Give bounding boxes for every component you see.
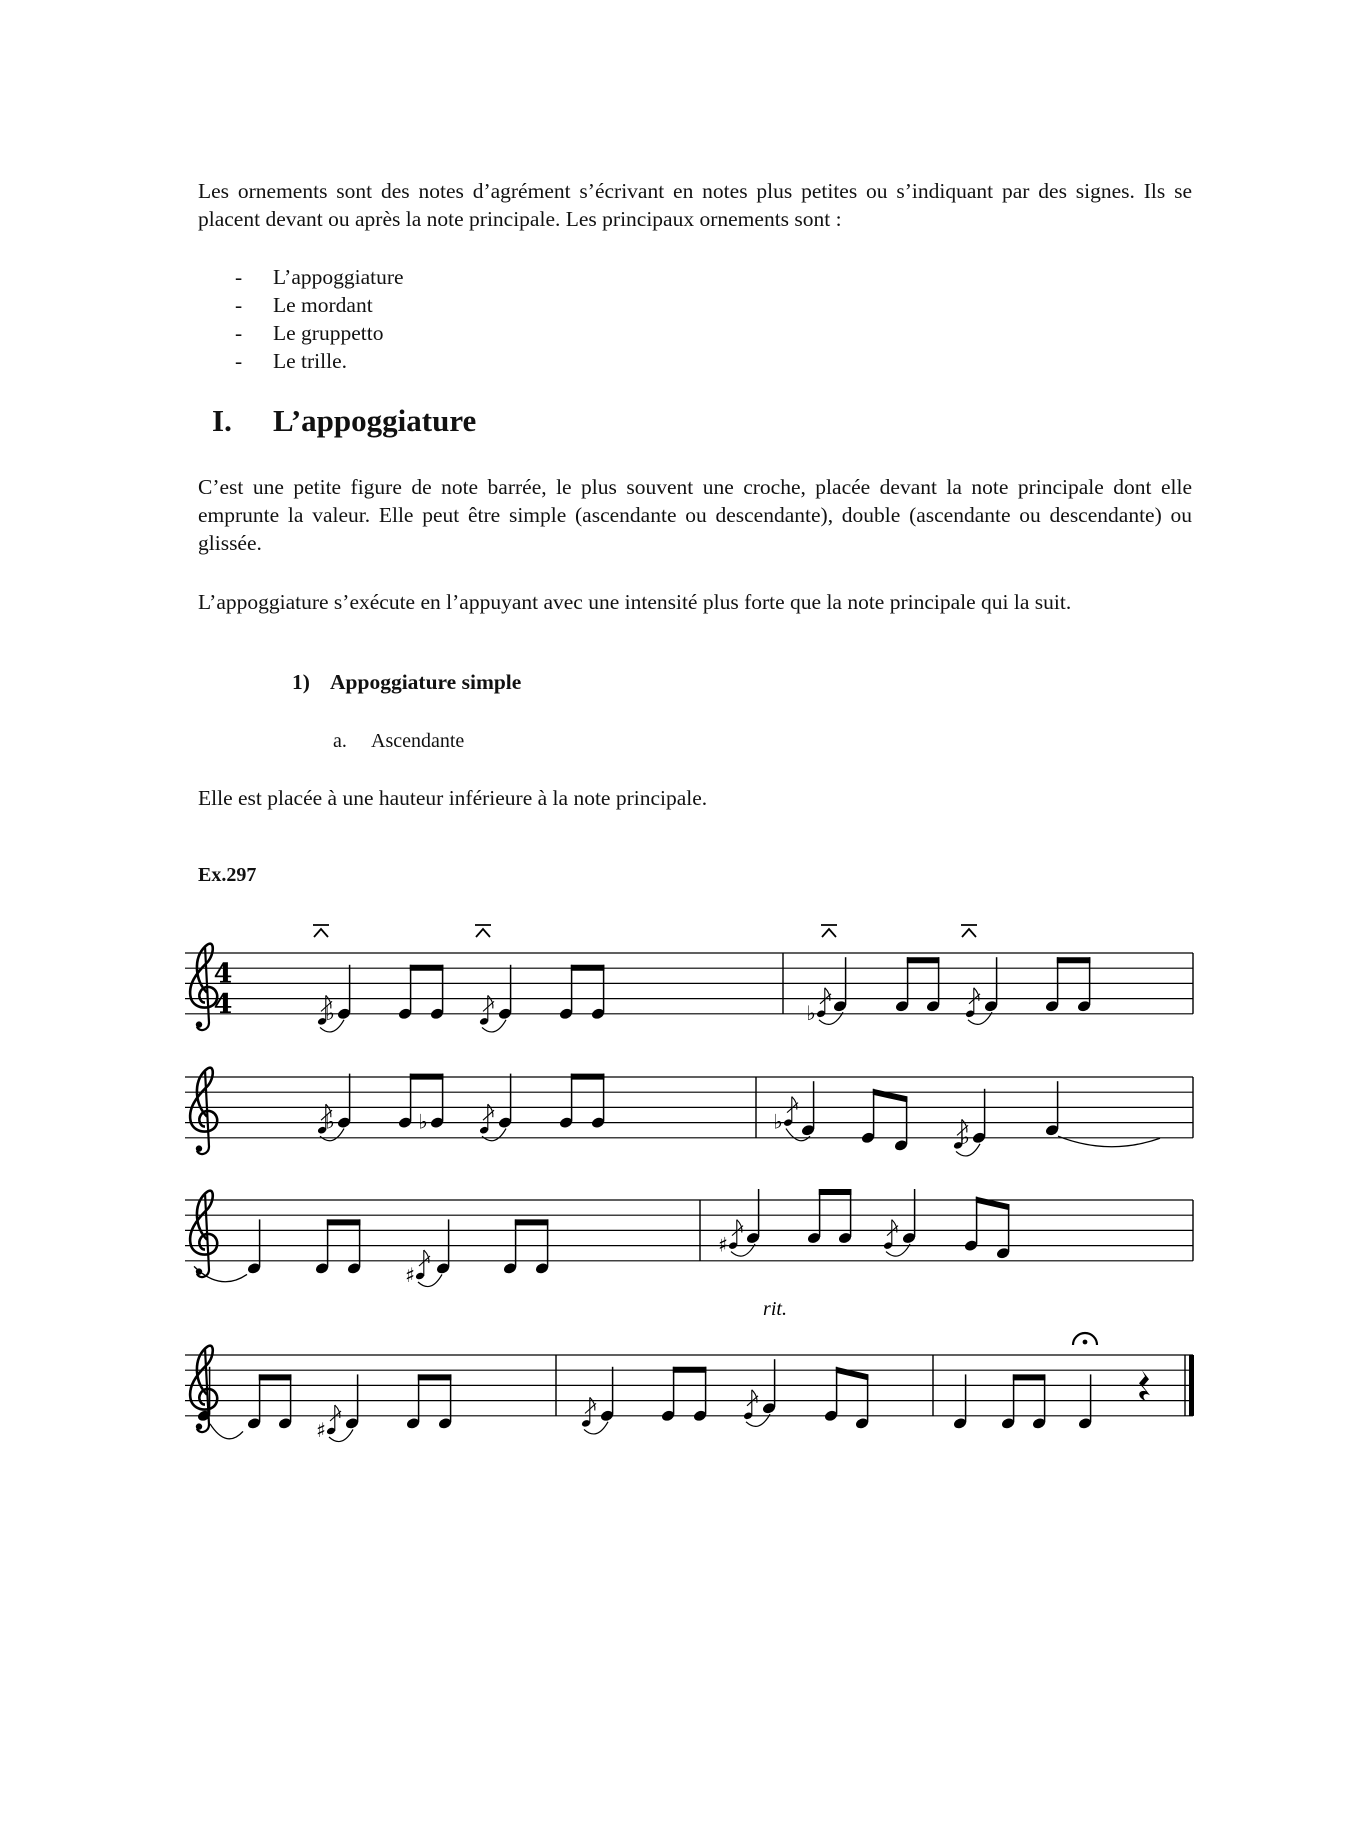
subsubsection-heading [333,730,465,753]
list-item-text: L’appoggiature [273,265,404,289]
flat-icon: ♭ [325,1109,335,1134]
beam [410,1074,444,1080]
beam [1013,1374,1046,1380]
beam [1057,957,1091,963]
tempo-marking: rit. [763,1298,787,1320]
marcato-icon [313,925,329,937]
list-item-text: Le trille. [273,349,348,373]
tie [194,1266,247,1281]
subsection-title: Appoggiature simple [330,670,522,694]
beam [836,1367,869,1381]
sharp-icon: ♯ [316,1418,326,1442]
beam [907,957,940,963]
sharp-icon: ♯ [718,1232,728,1257]
subsubsection-number: a. [333,730,347,752]
list-dash: - [235,349,243,373]
list-dash: - [235,321,243,345]
flat-icon: ♭ [418,1109,428,1134]
flat-icon: ♭ [325,1000,335,1025]
placement-paragraph: Elle est placée à une hauteur inférieure à la note principale. [198,786,708,810]
flat-icon: ♭ [960,1124,970,1149]
subsubsection-title: Ascendante [371,730,465,752]
flat-icon: ♭ [806,1000,816,1025]
subsection-heading [292,670,522,695]
staff [185,944,1193,1030]
definition-paragraph: C’est une petite figure de note barrée, le plus souvent une croche, placée devant la note principale dont elle emprunte la valeur. Elle peut être simple (ascendante ou descendante), double (ascendante ou descendante) ou glissée. [198,475,1192,555]
beam [976,1197,1010,1211]
beam [327,1219,361,1225]
beam [873,1089,908,1103]
beam [515,1219,549,1225]
beam [418,1374,452,1380]
beam [571,1074,605,1080]
treble-clef-icon [190,1068,217,1154]
sharp-icon: ♯ [405,1263,415,1287]
marcato-icon [821,925,837,937]
list-item-text: Le gruppetto [273,321,384,345]
list-dash: - [235,265,243,289]
beam [819,1189,852,1195]
marcato-icon [961,925,977,937]
staff [185,1191,1193,1277]
final-barline-thick [1189,1355,1194,1416]
intro-paragraph: Les ornements sont des notes d’agrément s’écrivant en notes plus petites ou s’indiquant par des signes. Ils se placent devant ou après la note principale. Les principaux ornements sont : [198,179,1192,231]
flat-icon: ♭ [773,1109,783,1134]
beam [259,1374,292,1380]
tie [210,1424,243,1439]
beam [571,965,605,971]
treble-clef-icon [190,1191,217,1277]
list-item-text: Le mordant [273,293,373,317]
example-label: Ex.297 [198,864,257,886]
music-score [0,900,1359,1540]
section-number: I. [212,403,232,438]
marcato-icon [475,925,491,937]
beam [673,1367,707,1373]
staff [185,1068,1193,1154]
time-signature-bottom: 4 [213,988,233,1020]
time-signature-top: 4 [213,958,233,990]
execution-paragraph: L’appoggiature s’exécute en l’appuyant avec une intensité plus forte que la note principale qui la suit. [198,590,1072,614]
beam [410,965,444,971]
subsection-number: 1) [292,670,310,694]
section-title: L’appoggiature [273,403,477,438]
list-dash: - [235,293,243,317]
